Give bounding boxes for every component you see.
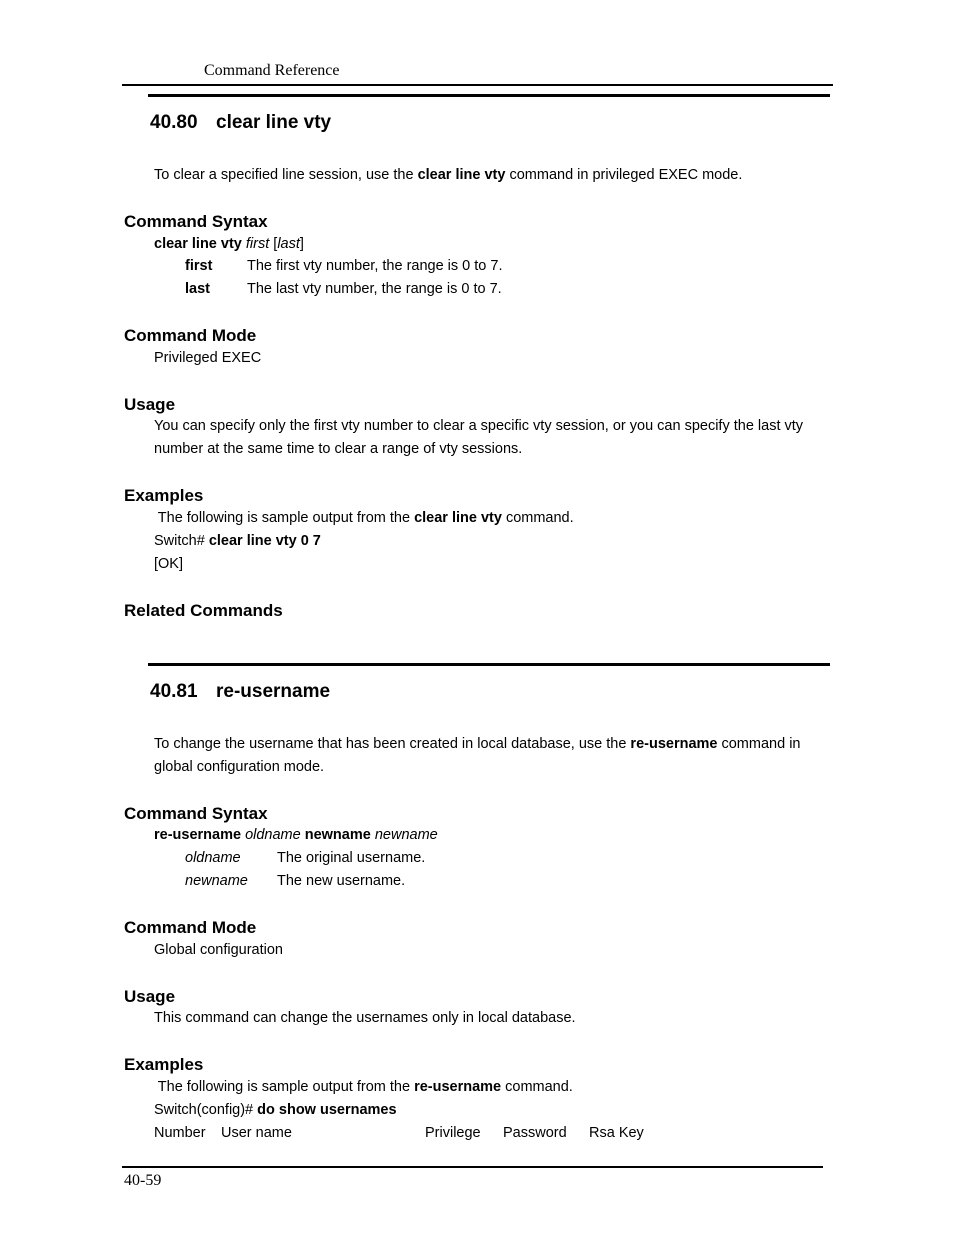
intro-text: To clear a specified line session, use the: [154, 167, 418, 183]
syntax-arg-last: last: [277, 236, 300, 252]
intro-command: clear line vty: [417, 167, 506, 183]
command-mode: Global configuration: [154, 942, 283, 958]
examples-heading: Examples: [124, 486, 204, 505]
section-rule: [148, 663, 830, 666]
param-desc: The original username.: [277, 850, 426, 866]
command-syntax-heading: Command Syntax: [124, 212, 268, 231]
intro-text-end: command in privileged EXEC mode.: [505, 167, 743, 183]
example-output: [OK]: [154, 556, 184, 572]
related-commands-heading: Related Commands: [124, 601, 283, 620]
usage-heading: Usage: [124, 987, 176, 1006]
running-header: Command Reference: [204, 62, 340, 79]
header-rule: [122, 84, 833, 86]
param-desc: The first vty number, the range is 0 to 7.: [247, 258, 503, 274]
example-command-line: [154, 1102, 397, 1118]
command-syntax: [154, 827, 438, 843]
param-name: newname: [185, 873, 248, 889]
param-desc: The new username.: [277, 873, 406, 889]
syntax-arg-newname: newname: [374, 827, 438, 843]
usage-text: number at the same time to clear a range of vty sessions.: [154, 441, 523, 457]
syntax-command: re-username: [154, 827, 242, 843]
section-intro-line2: global configuration mode.: [154, 759, 325, 775]
section-title: [150, 112, 331, 134]
table-header-username: User name: [221, 1125, 292, 1141]
param-desc: The last vty number, the range is 0 to 7.: [247, 281, 502, 297]
syntax-arg-oldname: oldname: [245, 827, 301, 843]
table-header-privilege: Privilege: [425, 1125, 481, 1141]
section-name: clear line vty: [216, 112, 332, 133]
param-name: first: [185, 258, 213, 274]
command-mode-heading: Command Mode: [124, 918, 257, 937]
examples-heading: Examples: [124, 1055, 204, 1074]
section-intro: To change the username that has been created in local database, use the re-username command in: [154, 736, 801, 752]
command-syntax-heading: Command Syntax: [124, 804, 268, 823]
intro-command: re-username: [630, 736, 718, 752]
usage-text: This command can change the usernames only in local database.: [154, 1010, 576, 1026]
section-name: re-username: [216, 681, 331, 702]
cli-prompt: Switch#: [154, 533, 209, 549]
section-number: 40.81: [150, 681, 198, 702]
cli-prompt: Switch(config)#: [154, 1102, 258, 1118]
cli-command: do show usernames: [257, 1102, 397, 1118]
table-header-password: Password: [503, 1125, 567, 1141]
example-intro: The following is sample output from the clear line vty command.: [154, 510, 574, 526]
example-intro: The following is sample output from the re-username command.: [154, 1079, 573, 1095]
syntax-keyword-newname: newname: [304, 827, 371, 843]
page-number: 40-59: [124, 1172, 162, 1189]
usage-heading: Usage: [124, 395, 176, 414]
cli-command: clear line vty 0 7: [208, 533, 321, 549]
command-mode-heading: Command Mode: [124, 326, 257, 345]
table-header-rsa-key: Rsa Key: [589, 1125, 644, 1141]
command-syntax: clear line vty first [last]: [154, 236, 304, 252]
command-mode: Privileged EXEC: [154, 350, 262, 366]
table-header-number: Number: [154, 1125, 206, 1141]
section-number: 40.80: [150, 112, 198, 133]
syntax-arg-first: first: [245, 236, 270, 252]
param-name: last: [185, 281, 210, 297]
section-rule: [148, 94, 830, 97]
section-intro: [154, 167, 742, 183]
usage-text: You can specify only the first vty number to clear a specific vty session, or you can specify the last vty: [154, 418, 804, 434]
syntax-command: clear line vty: [154, 236, 242, 252]
example-command-line: [154, 533, 321, 549]
param-name: oldname: [185, 850, 241, 866]
section-title: [150, 681, 330, 703]
footer-rule: [122, 1166, 823, 1168]
